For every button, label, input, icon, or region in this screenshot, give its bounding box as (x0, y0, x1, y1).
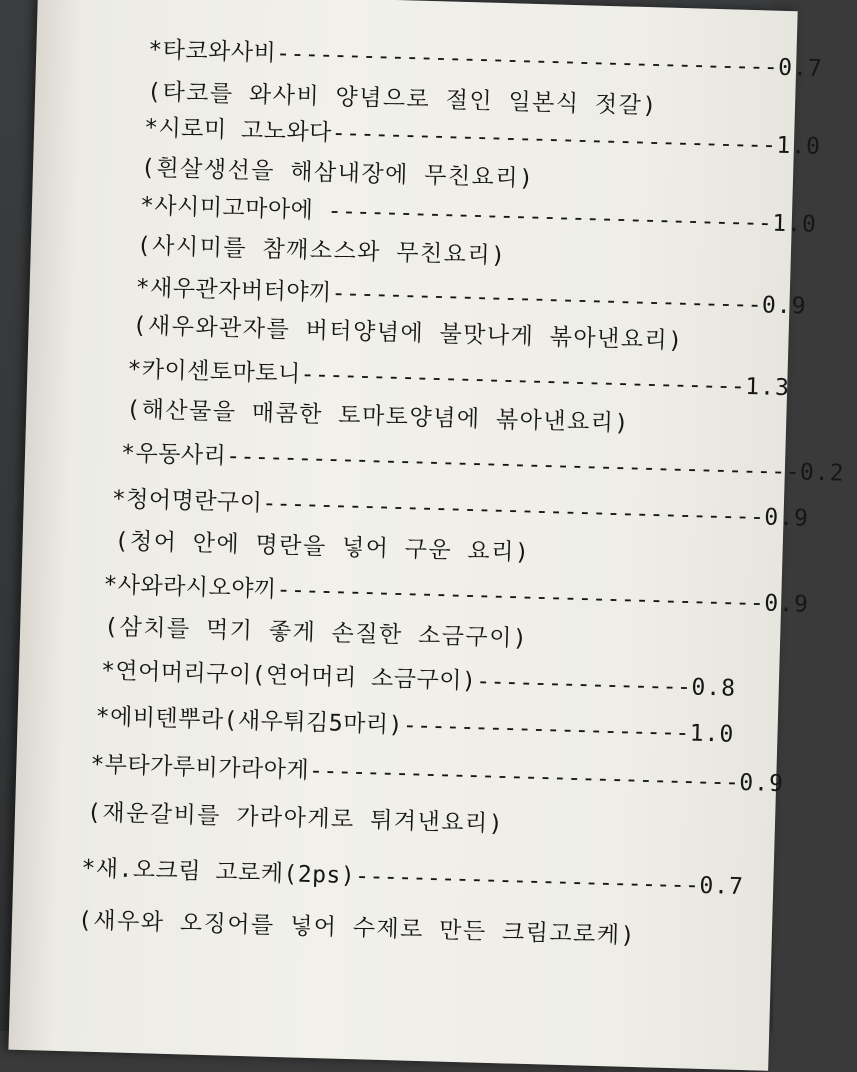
item-dashes: ------------------------------- (327, 198, 773, 237)
menu-item-salmon-head (101, 656, 737, 704)
item-description: (청어 안에 명란을 넣어 구운 요리) (114, 528, 531, 566)
item-name: *새우관자버터야끼 (135, 274, 333, 307)
item-price: 0.7 (699, 872, 745, 901)
item-price: 0.9 (739, 769, 785, 798)
item-name: *청어명란구이 (111, 486, 263, 517)
item-dashes: ----------------------------------- (275, 40, 779, 81)
item-dashes: ------------------------ (354, 863, 700, 899)
menu-item-sashimi-gomaae (140, 191, 818, 240)
menu-item-buta-galbi-karaage (90, 750, 784, 799)
item-description: (해산물을 매콤한 토마토양념에 볶아낸요리) (125, 396, 631, 437)
item-price: 1.0 (771, 210, 818, 238)
item-price: 0.8 (691, 674, 737, 702)
item-price: 1.0 (689, 720, 735, 748)
menu-item-ebi-tempura (95, 702, 734, 750)
item-price: 1.3 (744, 373, 791, 402)
item-price: 0.9 (764, 504, 810, 532)
menu-item-udon-sari (121, 439, 845, 489)
item-dashes: ------------------------------- (331, 120, 777, 159)
item-description: (삼치를 먹기 좋게 손질한 소금구이) (103, 614, 529, 652)
item-dashes: ------------------------------ (331, 280, 763, 319)
item-name: *사시미고마아에 (139, 192, 329, 225)
item-name: *사와라시오야끼 (103, 572, 278, 603)
item-price: 1.0 (776, 132, 822, 160)
item-dashes: ------------------------------ (308, 757, 740, 796)
item-price: 0.7 (777, 54, 824, 82)
menu-item-shiromi-konowata (144, 113, 822, 162)
item-name: *카이센토마토니 (127, 356, 302, 388)
item-description: (새우와 오징어를 넣어 수제로 만든 크림고로케) (77, 907, 637, 950)
item-price: 0.9 (761, 292, 807, 320)
item-name: *시로미 고노와다 (143, 115, 333, 147)
item-name: *연어머리구이(연어머리 소금구이) (100, 658, 477, 695)
item-dashes: ---------------------------------- (276, 576, 765, 617)
item-name: *새.오크림 고로케(2ps) (81, 855, 356, 890)
item-description: (사시미를 참깨소스와 무친요리) (136, 232, 507, 270)
item-description: (타코를 와사비 양념으로 절인 일본식 젓갈) (146, 79, 658, 120)
item-description: (재운갈비를 가라아게로 튀겨낸요리) (86, 799, 505, 838)
menu-item-sawara-shioyaki (103, 570, 809, 620)
item-description: (흰살생선을 해삼내장에 무친요리) (140, 154, 535, 192)
item-dashes: ---------------------------------------- (225, 443, 801, 486)
item-price: 0.9 (763, 590, 810, 618)
item-name: *에비텐뿌라(새우튀김5마리) (95, 703, 404, 739)
item-dashes: --------------- (475, 668, 692, 701)
item-dashes: ----------------------------------- (262, 490, 765, 531)
menu-sheet (8, 0, 845, 1071)
item-name: *부타가루비가라아게 (90, 751, 310, 784)
menu-item-herring-mentai (111, 484, 809, 533)
item-description: (새우와관자를 버터양념에 불맛나게 볶아낸요리) (132, 312, 684, 355)
menu-item-cream-croquette (81, 854, 744, 902)
item-price: 0.2 (799, 459, 845, 487)
menu-item-kaisen-tomatoni (127, 355, 790, 403)
item-name: *우동사리 (120, 440, 227, 470)
item-dashes: -------------------- (402, 712, 691, 747)
item-dashes: ------------------------------- (300, 361, 746, 400)
menu-item-takowasabi (148, 35, 823, 84)
item-name: *타코와사비 (148, 37, 277, 67)
